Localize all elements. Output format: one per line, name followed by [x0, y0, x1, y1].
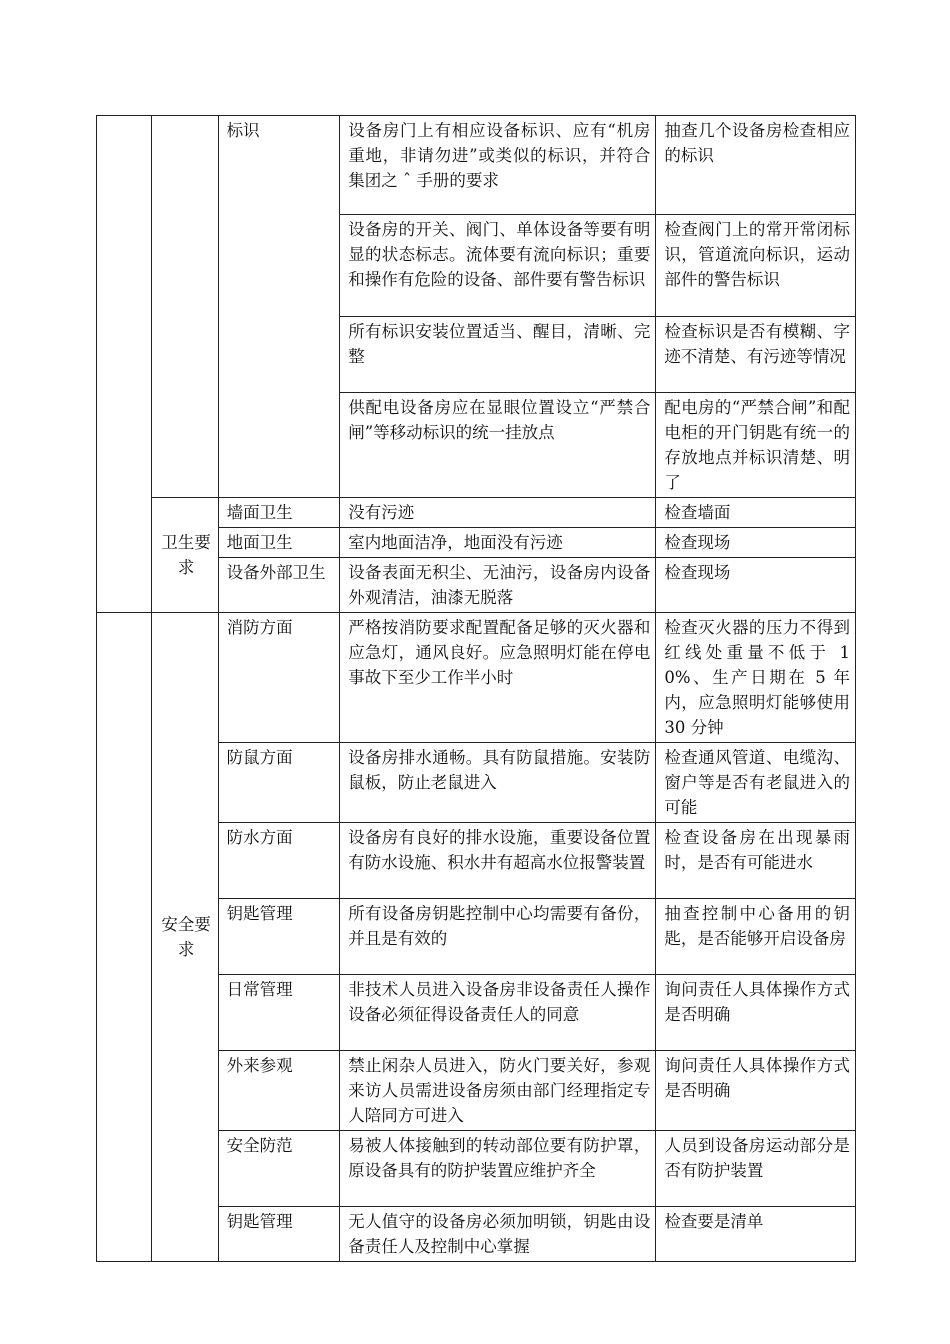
check-cell: 检查现场 [656, 528, 856, 558]
check-cell: 检查墙面 [656, 498, 856, 528]
check-cell: 检查通风管道、电缆沟、窗户等是否有老鼠进入的可能 [656, 743, 856, 823]
check-cell: 检查设备房在出现暴雨时，是否有可能进水 [656, 823, 856, 899]
item-cell: 钥匙管理 [218, 1207, 340, 1262]
requirement-cell: 设备房门上有相应设备标识、应有“机房重地，非请勿进”或类似的标识，并符合集团之 ˆ 手册的要求 [340, 116, 656, 215]
requirement-cell: 设备表面无积尘、无油污，设备房内设备外观清洁，油漆无脱落 [340, 558, 656, 613]
check-cell: 抽查几个设备房检查相应的标识 [656, 116, 856, 215]
check-cell: 检查灭火器的压力不得到红线处重量不低于 10%、生产日期在 5 年内，应急照明灯能够使用 30 分钟 [656, 613, 856, 743]
blank-section-cell [97, 613, 152, 1262]
item-cell: 消防方面 [218, 613, 340, 743]
inspection-table [96, 115, 856, 1262]
requirement-cell: 没有污迹 [340, 498, 656, 528]
requirement-cell: 所有设备房钥匙控制中心均需要有备份，并且是有效的 [340, 899, 656, 975]
requirement-cell: 所有标识安装位置适当、醒目，清晰、完整 [340, 317, 656, 393]
requirement-cell: 禁止闲杂人员进入，防火门要关好，参观来访人员需进设备房须由部门经理指定专人陪同方可进入 [340, 1051, 656, 1131]
item-cell: 日常管理 [218, 975, 340, 1051]
requirement-cell: 设备房排水通畅。具有防鼠措施。安装防鼠板，防止老鼠进入 [340, 743, 656, 823]
requirement-cell: 室内地面洁净，地面没有污迹 [340, 528, 656, 558]
item-cell: 外来参观 [218, 1051, 340, 1131]
item-cell: 设备外部卫生 [218, 558, 340, 613]
check-cell: 检查现场 [656, 558, 856, 613]
requirement-cell: 供配电设备房应在显眼位置设立“严禁合闸”等移动标识的统一挂放点 [340, 393, 656, 498]
requirement-cell: 设备房的开关、阀门、单体设备等要有明显的状态标志。流体要有流向标识；重要和操作有危险的设备、部件要有警告标识 [340, 215, 656, 317]
item-cell: 防鼠方面 [218, 743, 340, 823]
requirement-cell: 非技术人员进入设备房非设备责任人操作设备必须征得设备责任人的同意 [340, 975, 656, 1051]
table-row [97, 498, 856, 528]
check-cell: 检查阀门上的常开常闭标识，管道流向标识，运动部件的警告标识 [656, 215, 856, 317]
check-cell: 检查标识是否有模糊、字迹不清楚、有污迹等情况 [656, 317, 856, 393]
requirement-cell: 设备房有良好的排水设施，重要设备位置有防水设施、积水井有超高水位报警装置 [340, 823, 656, 899]
item-cell: 钥匙管理 [218, 899, 340, 975]
check-cell: 询问责任人具体操作方式是否明确 [656, 975, 856, 1051]
check-cell: 抽查控制中心备用的钥匙，是否能够开启设备房 [656, 899, 856, 975]
item-cell: 墙面卫生 [218, 498, 340, 528]
category-safety: 安全要求 [151, 613, 218, 1262]
item-cell: 地面卫生 [218, 528, 340, 558]
blank-category-cell [151, 116, 218, 498]
check-cell: 询问责任人具体操作方式是否明确 [656, 1051, 856, 1131]
check-cell: 配电房的“严禁合闸”和配电柜的开门钥匙有统一的存放地点并标识清楚、明了 [656, 393, 856, 498]
requirement-cell: 易被人体接触到的转动部位要有防护罩，原设备具有的防护装置应维护齐全 [340, 1131, 656, 1207]
item-cell: 标识 [218, 116, 340, 498]
requirement-cell: 无人值守的设备房必须加明锁，钥匙由设备责任人及控制中心掌握 [340, 1207, 656, 1262]
blank-section-cell [97, 116, 152, 613]
item-cell: 安全防范 [218, 1131, 340, 1207]
check-cell: 人员到设备房运动部分是否有防护装置 [656, 1131, 856, 1207]
requirement-cell: 严格按消防要求配置配备足够的灭火器和应急灯，通风良好。应急照明灯能在停电事故下至少工作半小时 [340, 613, 656, 743]
check-cell: 检查要是清单 [656, 1207, 856, 1262]
category-hygiene: 卫生要求 [151, 498, 218, 613]
table-row [97, 613, 856, 743]
table-row [97, 116, 856, 215]
item-cell: 防水方面 [218, 823, 340, 899]
